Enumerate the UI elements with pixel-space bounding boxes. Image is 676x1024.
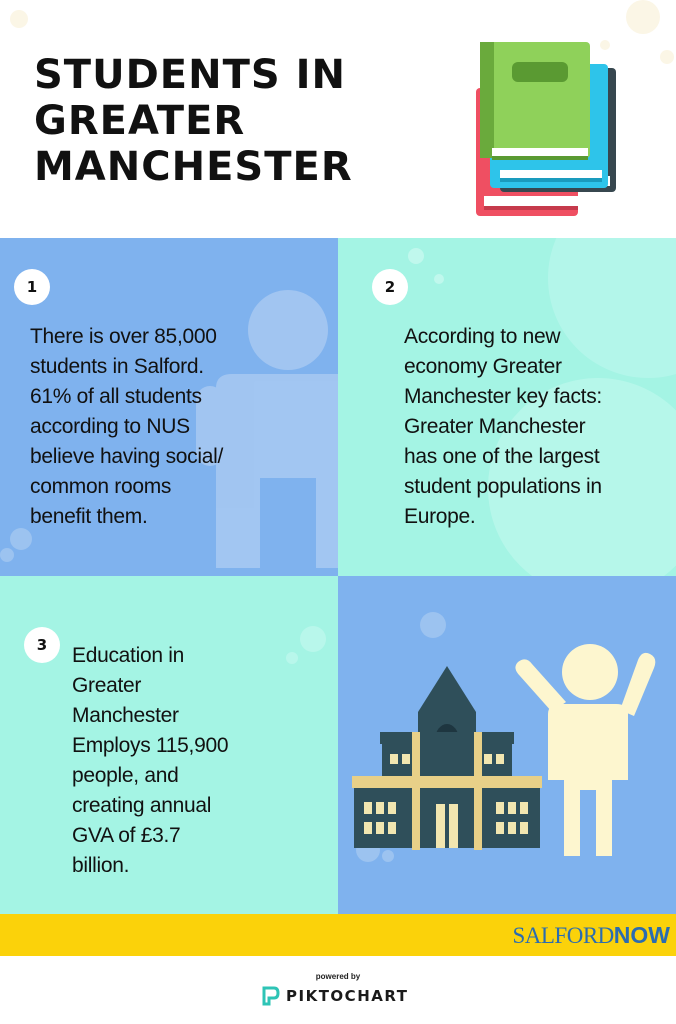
text-line: 61% of all students: [30, 385, 202, 408]
header: [0, 0, 676, 238]
decor-dot: [286, 652, 298, 664]
brand-text-now: NOW: [613, 922, 670, 948]
text-line: economy Greater: [404, 355, 562, 378]
text-line: creating annual: [72, 794, 212, 817]
fact-panel-2: [338, 238, 676, 576]
decor-dot: [382, 850, 394, 862]
decor-dot: [626, 0, 660, 34]
fact-text: [72, 641, 228, 881]
fact-panel-1: [0, 238, 338, 576]
text-line: student populations in: [404, 475, 602, 498]
text-line: billion.: [72, 854, 130, 877]
text-line: Europe.: [404, 505, 476, 528]
text-line: Greater: [72, 674, 142, 697]
piktochart-logo[interactable]: [262, 986, 408, 1006]
text-line: GVA of £3.7: [72, 824, 181, 847]
text-line: according to NUS: [30, 415, 190, 438]
fact-text: [404, 322, 602, 532]
piktochart-icon: [262, 986, 280, 1006]
page-title: [34, 52, 434, 190]
brand-banner: [0, 914, 676, 956]
text-line: benefit them.: [30, 505, 148, 528]
text-line: believe having social/: [30, 445, 224, 468]
text-line: students in Salford.: [30, 355, 204, 378]
text-line: common rooms: [30, 475, 172, 498]
piktochart-wordmark: PIKTOCHART: [286, 987, 409, 1005]
fact-panel-3: [0, 576, 338, 914]
powered-by-footer: [0, 956, 676, 1024]
books-icon: [470, 38, 630, 220]
cheering-student-icon: [508, 640, 658, 860]
decor-dot: [10, 10, 28, 28]
text-line: Manchester: [72, 704, 179, 727]
text-line: Manchester key facts:: [404, 385, 602, 408]
text-line: Employs 115,900: [72, 734, 229, 757]
decor-dot: [408, 248, 424, 264]
text-line: According to new: [404, 325, 561, 348]
decor-dot: [300, 626, 326, 652]
decor-dot: [434, 274, 444, 284]
brand-logo: [512, 922, 670, 949]
title-line: GREATER: [34, 98, 246, 144]
title-line: MANCHESTER: [34, 144, 353, 190]
text-line: has one of the largest: [404, 445, 600, 468]
decor-dot: [420, 612, 446, 638]
text-line: Education in: [72, 644, 184, 667]
fact-text: [30, 322, 223, 532]
text-line: Greater Manchester: [404, 415, 586, 438]
decor-dot: [0, 548, 14, 562]
step-number-badge: 2: [372, 269, 408, 305]
step-number-badge: 1: [14, 269, 50, 305]
title-line: STUDENTS IN: [34, 52, 346, 98]
decor-dot: [10, 528, 32, 550]
text-line: people, and: [72, 764, 179, 787]
decor-dot: [660, 50, 674, 64]
powered-by-label: powered by: [315, 972, 361, 981]
brand-text-salford: SALFORD: [512, 923, 614, 948]
step-number-badge: 3: [24, 627, 60, 663]
text-line: There is over 85,000: [30, 325, 217, 348]
illustration-panel: [338, 576, 676, 914]
